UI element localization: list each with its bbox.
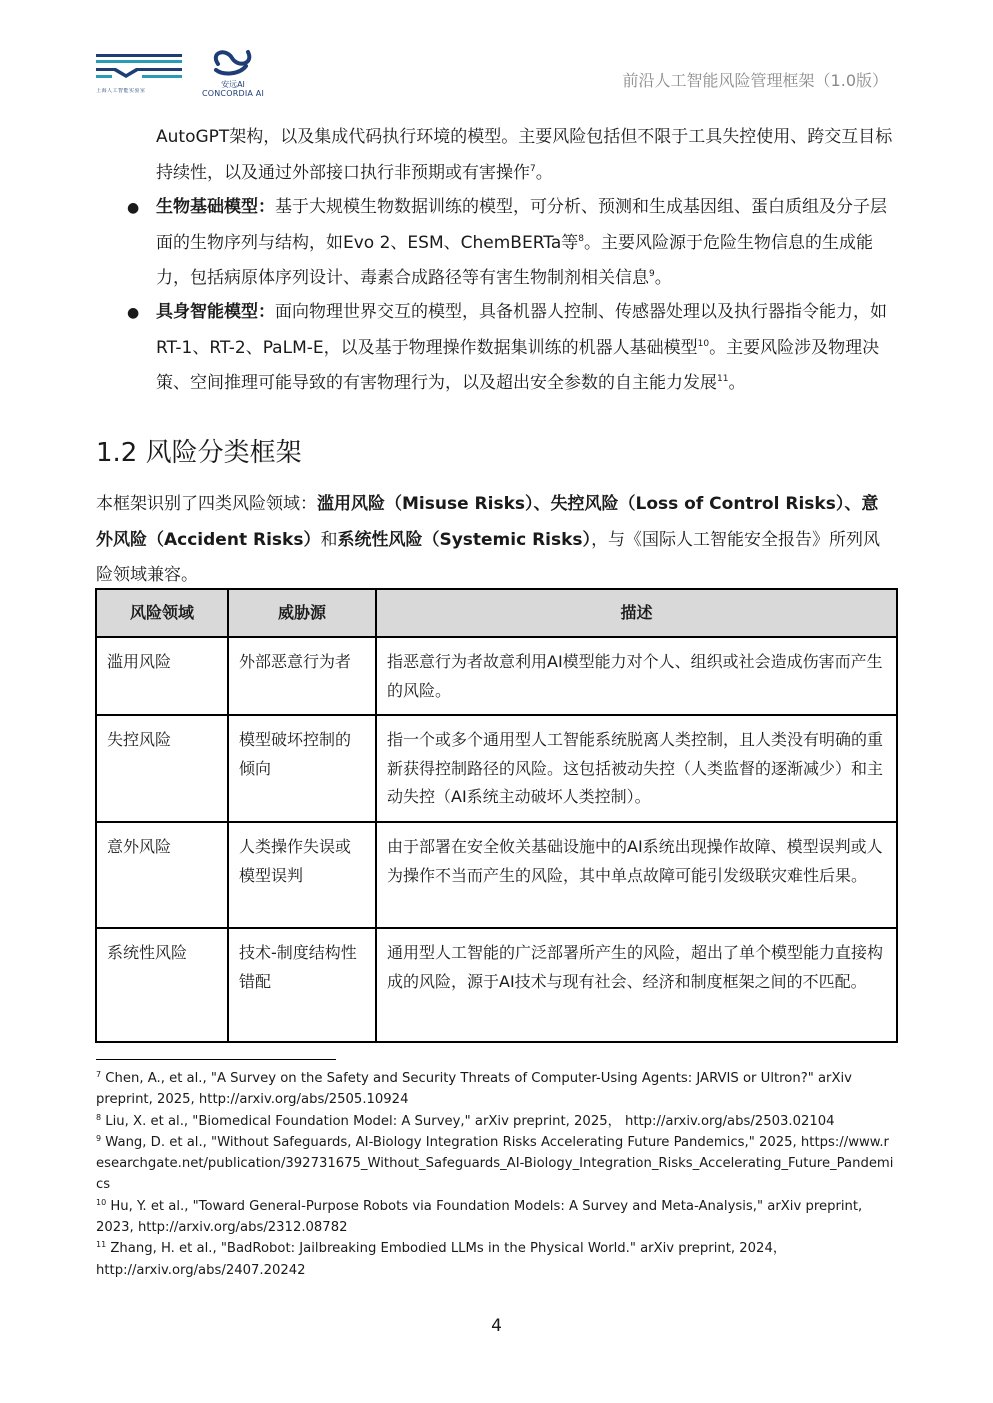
bullet-text: 基于大规模生物数据训练的模型，可分析、预测和生成基因组、蛋白质组及分子层面的生物序列与结构，如Evo 2、ESM、ChemBERTa等	[156, 197, 887, 253]
intro-text: 本框架识别了四类风险领域：	[96, 494, 317, 514]
intro-paragraph	[156, 120, 894, 191]
table-cell-domain: 滥用风险	[96, 637, 228, 715]
bullet-text: 。主要风险源于危险生物信息的生成能力，包括病原体序列设计、毒素合成路径等有害生物制剂相关信息	[156, 232, 873, 288]
footnote-ref[interactable]: 9	[649, 269, 655, 279]
table-cell-source: 技术-制度结构性错配	[228, 928, 376, 1042]
risk-term-systemic: 系统性风险（Systemic Risks）	[337, 529, 592, 550]
footnote-item	[96, 1196, 896, 1239]
footnote-divider	[96, 1059, 336, 1060]
footnote-item	[96, 1111, 896, 1132]
section-intro	[96, 487, 894, 594]
shanghai-ai-lab-logo	[96, 52, 182, 98]
bullet-dot-icon: ●	[127, 305, 140, 321]
footnote-item	[96, 1238, 896, 1281]
column-header: 威胁源	[228, 589, 376, 637]
logo-en-text: CONCORDIA AI	[201, 89, 265, 98]
risk-term-misuse: 滥用风险（Misuse Risks）	[317, 494, 534, 514]
section-heading: 1.2 风险分类框架	[96, 438, 302, 468]
footnote-text[interactable]: Hu, Y. et al., "Toward General-Purpose Robots via Foundation Models: A Survey and Meta-Analysis," arXiv preprint, 2023, http://arxiv.org/abs/2312.08782	[96, 1198, 863, 1236]
footnote-number: 8	[96, 1112, 102, 1122]
logo-caption: 上海人工智能实验室	[96, 88, 146, 94]
intro-tail: 。	[535, 162, 553, 183]
footnote-text[interactable]: Zhang, H. et al., "BadRobot: Jailbreaking Embodied LLMs in the Physical World." arXiv preprint, 2024，http://arxiv.org/abs/2407.20242	[96, 1241, 787, 1278]
bullet-dot-icon: ●	[127, 200, 140, 216]
risk-term-loss-of-control: 失控风险（Loss of Control Risks）	[550, 494, 845, 514]
separator: 和	[320, 529, 338, 550]
table-row	[96, 637, 897, 715]
bullet-term: 具身智能模型：	[156, 302, 275, 322]
footnote-text[interactable]: Liu, X. et al., "Biomedical Foundation Model: A Survey," arXiv preprint, 2025， http://arxiv.org/abs/2503.02104	[105, 1113, 835, 1129]
table-cell-description: 指一个或多个通用型人工智能系统脱离人类控制，且人类没有明确的重新获得控制路径的风险。这包括被动失控（人类监督的逐渐减少）和主动失控（AI系统主动破坏人类控制）。	[376, 715, 897, 822]
footnote-ref[interactable]: 8	[578, 233, 584, 244]
table-cell-description: 指恶意行为者故意利用AI模型能力对个人、组织或社会造成伤害而产生的风险。	[376, 637, 897, 715]
bullet-term: 生物基础模型：	[156, 197, 275, 217]
page-number: 4	[491, 1316, 502, 1336]
table-row	[96, 928, 897, 1042]
bullet-item-embodied	[156, 295, 894, 402]
table-row	[96, 822, 897, 928]
table-cell-source: 外部恶意行为者	[228, 637, 376, 715]
wave-logo-icon	[96, 52, 182, 82]
column-header: 风险领域	[96, 589, 228, 637]
column-header: 描述	[376, 589, 897, 637]
page-header	[96, 44, 894, 104]
footnote-ref[interactable]: 11	[717, 374, 729, 384]
table-header-row	[96, 589, 897, 637]
footnote-number: 11	[96, 1240, 107, 1250]
table-row	[96, 715, 897, 822]
table-cell-description: 通用型人工智能的广泛部署所产生的风险，超出了单个模型能力直接构成的风险，源于AI技术与现有社会、经济和制度框架之间的不匹配。	[376, 928, 897, 1042]
footnote-number: 9	[96, 1133, 102, 1143]
table-cell-source: 人类操作失误或模型误判	[228, 822, 376, 928]
bullet-item-bio	[156, 190, 894, 297]
separator: 、	[844, 494, 862, 514]
footnote-ref[interactable]: 10	[697, 338, 710, 349]
separator: 、	[533, 494, 551, 514]
concordia-knot-icon	[196, 46, 270, 78]
footnote-item	[96, 1068, 896, 1111]
footnotes	[96, 1068, 896, 1281]
concordia-ai-logo	[196, 46, 270, 100]
footnote-number: 10	[96, 1197, 107, 1207]
footnote-text[interactable]: Chen, A., et al., "A Survey on the Safety and Security Threats of Computer-Using Agents: JARVIS or Ultron?" arXiv preprint, 2025, http://arxiv.org/abs/2505.10924	[96, 1071, 852, 1108]
table-cell-domain: 失控风险	[96, 715, 228, 822]
bullet-text: 面向物理世界交互的模型，具备机器人控制、传感器处理以及执行器指令能力，如RT-1、RT-2、PaLM-E，以及基于物理操作数据集训练的机器人基础模型	[156, 302, 887, 358]
table-cell-domain: 意外风险	[96, 822, 228, 928]
logo-cn-text: 安远AI	[221, 80, 245, 89]
footnote-text[interactable]: Wang, D. et al., "Without Safeguards, AI-Biology Integration Risks Accelerating Future Pandemics," 2025, https://www.researchgate.net/publication/392731675_Without_Safeguards_AI-Biology_Integration_Risks_Accelerating_Future_Pandemics	[96, 1134, 894, 1193]
table-cell-description: 由于部署在安全攸关基础设施中的AI系统出现操作故障、模型误判或人为操作不当而产生的风险，其中单点故障可能引发级联灾难性后果。	[376, 822, 897, 928]
intro-text: AutoGPT架构，以及集成代码执行环境的模型。主要风险包括但不限于工具失控使用、跨交互目标持续性，以及通过外部接口执行非预期或有害操作	[156, 127, 893, 183]
bullet-text: 。主要风险涉及物理决策、空间推理可能导致的有害物理行为，以及超出安全参数的自主能力发展	[156, 337, 880, 393]
footnote-ref[interactable]: 7	[530, 163, 536, 174]
intro-text: ，与《国际人工智能安全报告》所列风险领域兼容。	[96, 529, 881, 585]
footnote-number: 7	[96, 1070, 102, 1079]
bullet-tail: 。	[728, 373, 746, 393]
document-title: 前沿人工智能风险管理框架（1.0版）	[622, 71, 888, 90]
bullet-tail: 。	[654, 268, 672, 288]
table-cell-domain: 系统性风险	[96, 928, 228, 1042]
footnote-item	[96, 1132, 896, 1196]
risk-domain-table	[95, 588, 898, 1043]
risk-term-accident: 意外风险（Accident Risks）	[96, 494, 879, 550]
table-cell-source: 模型破坏控制的倾向	[228, 715, 376, 822]
